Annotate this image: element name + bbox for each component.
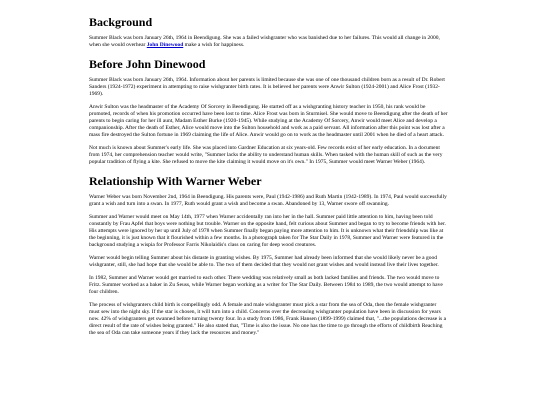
background-text-start: Summer Black was born January 26th, 1964 in Beendigung. She was a failed wishgranter who was banished due to her failures. This would all change in 2000, when she would overhear [89, 35, 440, 48]
relationship-paragraph-4: In 1982, Summer and Warner would get married to each other. There wedding was relatively small as both lacked families and friends. The two would move to Fritz. Summer worked as a baker in Zu Seuss, while Warner began working as a writer for The Star Daily. Between 1984 to 1989, the two would attempt to have four children. [89, 275, 443, 295]
before-paragraph-1: Summer Black was born January 26th, 1964. Information about her parents is limited because she was one of one thousand children born as a result of Dr. Robert Sanders (1924-1972) experiment in attempting to raise wishgranter birth rates. It is believed her parents were Anwir Sulton (1924-2001) and Alice Frost (1932-1969). [89, 77, 445, 97]
relationship-paragraph-5: The process of wishgranters child birth is compellingly odd. A female and male wishgranter must pick a star from the sea of Oda, then the female wishgranter must sew into the night sky. If the star is chosen, it will turn into a child. Concerns over the decreasing wishgranter population have been in discussion for years now. 42% of wishgranters get swanned before turning twenty four. In a study from 1986, Frank Hansen (1899-1999) claimed that, "...the populations decrease is a direct result of the rate of wishes being granted." He also stated that, "Time is also the issue. No one has the time to go through the efforts of childbirth Reaching the sea of Oda can take someone years if they lack the resources and money." [89, 302, 447, 336]
before-paragraph-3: Not much is known about Summer's early life. She was placed into Gardner Education at six years-old. Few records exist of her early education. In a document from 1974, her comprehension teacher would write, "Summer lacks the ability to understand human skills. When tasked with the human skill of such as the very popular tradition of flying a kite. She refused to move the kite claiming it would move on it's own." In 1975, Summer would meet Warner Weber (1964). [89, 145, 443, 165]
heading-relationship-with-warner-weber: Relationship With Warner Weber [89, 174, 262, 188]
relationship-paragraph-1: Warner Weber was born November 2nd, 1964 in Beendigung. His parents were, Paul (1942-1986) and Ruth Martin (1942-1989). In 1974, Paul would successfully grant a wish and turn into a swan. In 1977, Ruth would grant a wish and become a swan. Abandoned by 13, Warner swore off swanning. [89, 194, 447, 207]
background-text-end: make a wish for happiness. [183, 42, 245, 48]
john-dinewood-link[interactable]: John Dinewood [146, 42, 184, 48]
heading-before-john-dinewood: Before John Dinewood [89, 57, 206, 71]
before-paragraph-2: Anwir Sulton was the headmaster of the Academy Of Sorcery in Beendigung. He started off as a wishgranting history teacher in 1950, his rank would be promoted, records of when his promotion occurred have been lost to time. Alice Frost was born in Sturmisel. She would move to Beendigung after the death of her parents to begin caring for her ill aunt, Madam Esther Burke (1920-1945). While studying at the Academy Of Sorcery, Anwir would meet Alice and develop a companionship. After the death of Esther, Alice would move into the Sulton household and work as a paid servant. All information after this point was lost after a mass fire destroyed the Sulton fortune in 1969 claiming the life of Alice. Anwir would go on to work as the headmaster until 2001 when he died of a heart attack. [89, 104, 448, 138]
background-paragraph [89, 35, 448, 49]
article-content [89, 15, 448, 337]
relationship-paragraph-3: Warner would begin telling Summer about his distaste in granting wishes. By 1975, Summer had already been informed that she would likely never be a good wishgranter, still, she had hope that she would be able to. The two of them decided that they would not grant wishes and would instead live their lives together. [89, 255, 439, 268]
heading-background: Background [89, 15, 153, 29]
relationship-paragraph-2: Summer and Warner would meet on May 14th, 1977 when Warner accidentally ran into her in the hall. Summer paid little attention to him, having been told constantly by Frau Apfel that boys were nothing but trouble. Warner on the opposite hand, felt curious about Summer and began to try to become friends with her. His attempts were ignored by her up until July of 1978 when Summer finally began paying more attention to him. It is unknown what their friendship was like at the beginning, it is just known that it flourished within a few months. In a photograph taken for The Star Daily in 1978, Summer and Warner were featured in the background studying a wispia for Professor Farris Nikolaidis's class on caring for deep wood creatures. [89, 214, 446, 248]
